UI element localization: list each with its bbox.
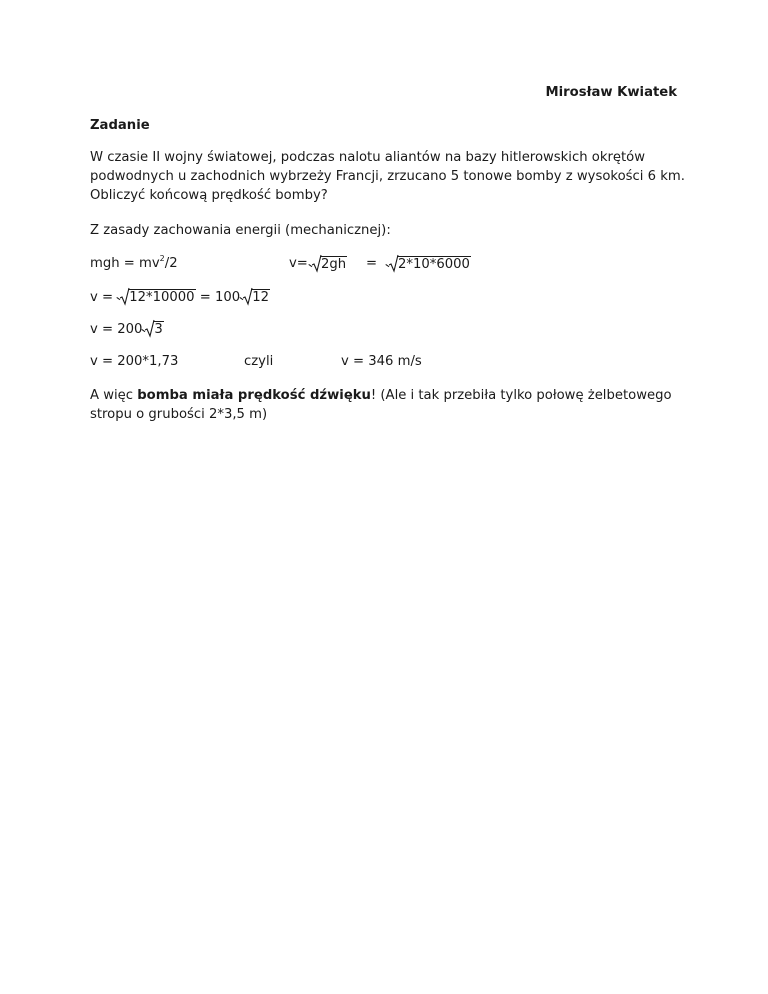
equation-velocity-simplified: v = 200 3 xyxy=(90,321,164,338)
equation-velocity-expanded: v = 12*10000 = 100 12 xyxy=(90,289,270,306)
conclusion-text: A więc bomba miała prędkość dźwięku! (Ale i tak przebiła tylko połowę żelbetowego stropu o grubości 2*3,5 m) xyxy=(90,388,672,422)
equation-velocity-result: v = 346 m/s xyxy=(341,354,422,369)
equation-velocity-approx: v = 200*1,73 xyxy=(90,354,179,369)
sqrt-2-10-6000: 2*10*6000 xyxy=(386,256,471,273)
equation-energy-lhs: mgh = mv xyxy=(90,256,160,271)
equation-energy xyxy=(90,256,178,272)
sqrt-2gh: 2gh xyxy=(309,256,347,273)
equals-sign: = xyxy=(366,256,378,271)
equation-czyli: czyli xyxy=(244,354,274,369)
radical-icon xyxy=(312,254,321,273)
radical-icon xyxy=(389,254,398,273)
radical-icon xyxy=(145,319,154,338)
radical-icon xyxy=(243,287,252,306)
principle-text: Z zasady zachowania energii (mechanicznej): xyxy=(90,223,391,238)
task-heading: Zadanie xyxy=(90,118,150,133)
radical-icon xyxy=(120,287,129,306)
task-description: W czasie II wojny światowej, podczas nalotu aliantów na bazy hitlerowskich okrętów podwodnych u zachodnich wybrzeży Francji, zrzucano 5 tonowe bomby z wysokości 6 km. Obliczyć końcową prędkość bomby? xyxy=(90,150,685,203)
equation-velocity-label: v= xyxy=(289,256,308,271)
equation-energy-rhs: /2 xyxy=(164,256,178,271)
author-name: Mirosław Kwiatek xyxy=(545,85,677,100)
equation-energy-exponent: 2 xyxy=(159,254,165,263)
conclusion-emphasis: bomba miała prędkość dźwięku xyxy=(137,388,371,403)
